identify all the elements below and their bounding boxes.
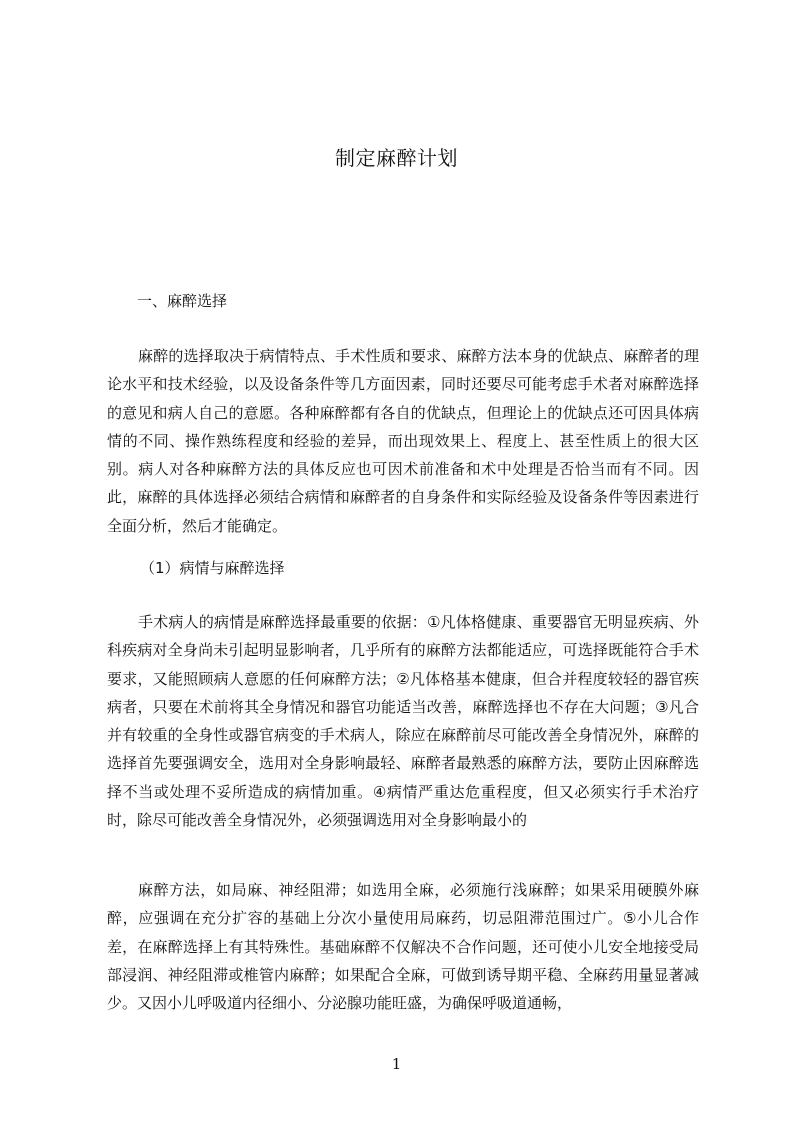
document-title: 制定麻醉计划 [335,146,458,170]
paragraph-methods-and-pediatrics: 麻醉方法，如局麻、神经阻滞；如选用全麻，必须施行浅麻醉；如果采用硬膜外麻醉，应强调在充分扩容的基础上分次小量使用局麻药，切忌阻滞范围过广。⑤小儿合作差，在麻醉选择上有其特殊性。基础麻醉不仅解决不合作问题，还可使小儿安全地接受局部浸润、神经阻滞或椎管内麻醉；如果配合全麻，可做到诱导期平稳、全麻药用量显著减少。又因小儿呼吸道内径细小、分泌腺功能旺盛，为确保呼吸道通畅， [107,881,699,1013]
page-number: 1 [391,1055,402,1073]
subsection-heading: （1）病情与麻醉选择 [140,559,285,577]
paragraph-anesthesia-choice-factors: 麻醉的选择取决于病情特点、手术性质和要求、麻醉方法本身的优缺点、麻醉者的理论水平和技术经验，以及设备条件等几方面因素，同时还要尽可能考虑手术者对麻醉选择的意见和病人自己的意愿。各种麻醉都有各自的优缺点，但理论上的优缺点还可因具体病情的不同、操作熟练程度和经验的差异，而出现效果上、程度上、甚至性质上的很大区别。病人对各种麻醉方法的具体反应也可因术前准备和术中处理是否恰当而有不同。因此，麻醉的具体选择必须结合病情和麻醉者的自身条件和实际经验及设备条件等因素进行全面分析，然后才能确定。 [107,347,699,535]
paragraph-condition-based-choice: 手术病人的病情是麻醉选择最重要的依据：①凡体格健康、重要器官无明显疾病、外科疾病对全身尚未引起明显影响者，几乎所有的麻醉方法都能适应，可选择既能符合手术要求，又能照顾病人意愿的任何麻醉方法；②凡体格基本健康，但合并程度较轻的器官疾病者，只要在术前将其全身情况和器官功能适当改善，麻醉选择也不存在大问题；③凡合并有较重的全身性或器官病变的手术病人，除应在麻醉前尽可能改善全身情况外，麻醉的选择首先要强调安全，选用对全身影响最轻、麻醉者最熟悉的麻醉方法，要防止因麻醉选择不当或处理不妥所造成的病情加重。④病情严重达危重程度，但又必须实行手术治疗时，除尽可能改善全身情况外，必须强调选用对全身影响最小的 [107,613,699,830]
section-heading: 一、麻醉选择 [137,292,228,310]
